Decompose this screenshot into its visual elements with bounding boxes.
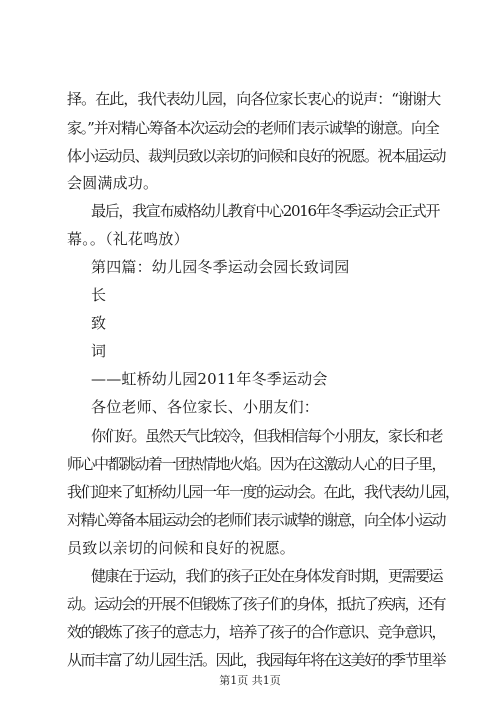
paragraph-line: 动。运动会的开展不但锻炼了孩子们的身体，抵抗了疾病，还有 <box>67 595 446 613</box>
paragraph-line: 会圆满成功。 <box>67 174 159 192</box>
paragraph-line: 幕。。（礼花鸣放） <box>67 230 189 248</box>
paragraph-line: 员致以亲切的问候和良好的祝愿。 <box>67 539 296 557</box>
heading-char: 词 <box>91 342 107 360</box>
heading-char: 致 <box>91 314 107 332</box>
speech-subtitle: ——虹桥幼儿园2011年冬季运动会 <box>91 370 328 388</box>
paragraph-line: 对精心筹备本届运动会的老师们表示诚挚的谢意，向全体小运动 <box>67 511 446 529</box>
paragraph-line: 最后，我宣布威格幼儿教育中心2016年冬季运动会正式开 <box>91 202 440 220</box>
heading-char: 长 <box>91 286 107 304</box>
page-number: 第1页 共1页 <box>219 674 281 687</box>
paragraph-line: 我们迎来了虹桥幼儿园一年一度的运动会。在此，我代表幼儿园， <box>67 483 459 501</box>
paragraph-line: 健康在于运动，我们的孩子正处在身体发育时期，更需要运 <box>91 567 443 585</box>
paragraph-line: 家。”并对精心筹备本次运动会的老师们表示诚挚的谢意。向全 <box>67 119 439 137</box>
paragraph-line: 体小运动员、裁判员致以亲切的问候和良好的祝愿。祝本届运动 <box>67 147 446 165</box>
paragraph-line: 从而丰富了幼儿园生活。因此，我园每年将在这美好的季节里举 <box>67 651 446 669</box>
section-heading: 第四篇：幼儿园冬季运动会园长致词园 <box>91 258 350 276</box>
paragraph-line: 效的锻炼了孩子的意志力，培养了孩子的合作意识、竞争意识， <box>67 623 446 641</box>
salutation: 各位老师、各位家长、小朋友们： <box>91 398 320 416</box>
paragraph-line: 你们好。虽然天气比较冷，但我相信每个小朋友，家长和老 <box>91 427 443 445</box>
paragraph-line: 择。在此，我代表幼儿园，向各位家长衷心的说声：“谢谢大 <box>67 90 441 108</box>
paragraph-line: 师心中都跳动着一团热情地火焰。因为在这激动人心的日子里， <box>67 455 446 473</box>
